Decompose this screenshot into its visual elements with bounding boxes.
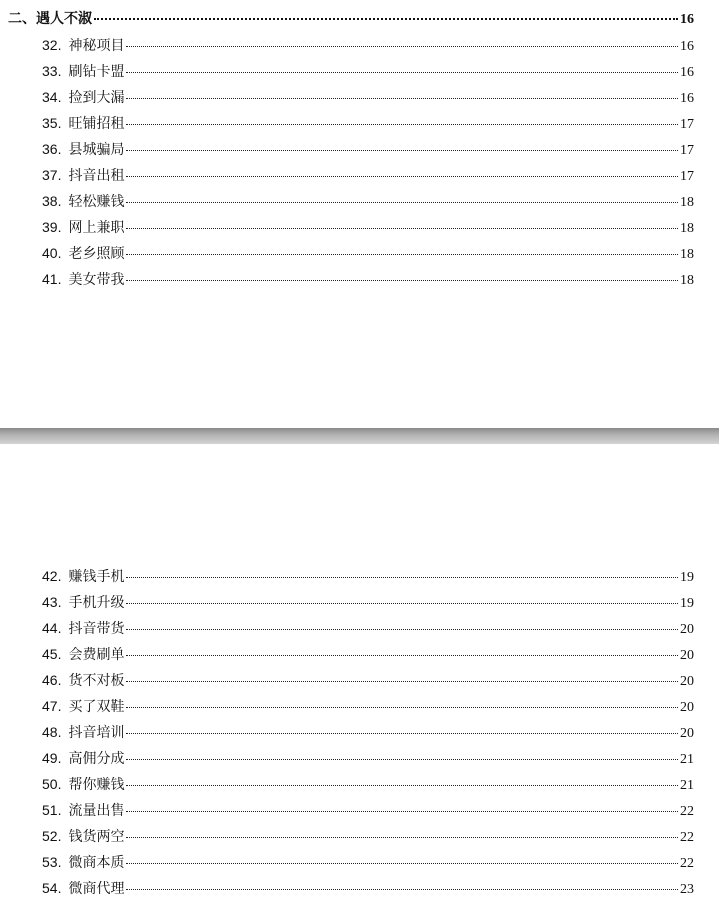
- toc-entry-title: 会费刷单: [68, 647, 125, 663]
- toc-entry[interactable]: [42, 191, 694, 211]
- toc-entry[interactable]: [42, 113, 694, 133]
- toc-entry-number: 47.: [42, 698, 62, 714]
- toc-entry-title: 美女带我: [68, 272, 125, 288]
- toc-leader-dots: [126, 577, 678, 578]
- toc-entry-title: 轻松赚钱: [68, 194, 125, 210]
- toc-entry-page: 23: [680, 882, 694, 897]
- toc-leader-dots: [126, 603, 678, 604]
- toc-leader-dots: [126, 98, 678, 99]
- toc-entry[interactable]: [42, 826, 694, 846]
- toc-entry-page: 17: [680, 117, 694, 132]
- toc-entry[interactable]: [42, 618, 694, 638]
- toc-entry-page: 22: [680, 830, 694, 845]
- toc-entry-number: 32.: [42, 37, 62, 53]
- toc-entry-page: 22: [680, 804, 694, 819]
- toc-entry-number: 45.: [42, 646, 62, 662]
- toc-entry-page: 20: [680, 700, 694, 715]
- toc-entry-title: 货不对板: [68, 673, 125, 689]
- toc-entry-page: 16: [680, 65, 694, 80]
- toc-entry-title: 县城骗局: [68, 142, 125, 158]
- toc-entry[interactable]: [42, 217, 694, 237]
- toc-entry[interactable]: [42, 165, 694, 185]
- toc-entry[interactable]: [42, 878, 694, 898]
- toc-heading-page: 16: [680, 12, 694, 27]
- toc-leader-dots: [126, 889, 678, 890]
- toc-entry[interactable]: [42, 592, 694, 612]
- toc-entry-page: 19: [680, 596, 694, 611]
- toc-entry-page: 17: [680, 143, 694, 158]
- toc-leader-dots: [126, 176, 678, 177]
- toc-leader-dots: [126, 228, 678, 229]
- toc-entry[interactable]: [42, 696, 694, 716]
- toc-entry-title: 钱货两空: [68, 829, 125, 845]
- toc-leader-dots: [126, 150, 678, 151]
- toc-entry[interactable]: [42, 243, 694, 263]
- toc-entry-title: 抖音培训: [68, 725, 125, 741]
- toc-entry-title: 老乡照顾: [68, 246, 125, 262]
- toc-page-bottom: [0, 444, 719, 900]
- toc-leader-dots: [126, 46, 678, 47]
- toc-heading-label: 二、遇人不淑: [8, 10, 92, 26]
- toc-page-top: [0, 0, 719, 428]
- toc-entry-page: 21: [680, 778, 694, 793]
- toc-entry-title: 旺铺招租: [68, 116, 125, 132]
- toc-leader-dots: [126, 202, 678, 203]
- toc-entry-title: 微商本质: [68, 855, 125, 871]
- toc-entry-number: 39.: [42, 219, 62, 235]
- toc-entry-page: 20: [680, 648, 694, 663]
- toc-entry-number: 49.: [42, 750, 62, 766]
- toc-entry-number: 33.: [42, 63, 62, 79]
- toc-leader-dots: [126, 837, 678, 838]
- toc-entry-page: 20: [680, 726, 694, 741]
- toc-entry-number: 46.: [42, 672, 62, 688]
- toc-entry-number: 43.: [42, 594, 62, 610]
- toc-entry-number: 37.: [42, 167, 62, 183]
- toc-entry[interactable]: [42, 800, 694, 820]
- toc-leader-dots: [126, 707, 678, 708]
- toc-entry-title: 抖音带货: [68, 621, 125, 637]
- toc-entry-page: 22: [680, 856, 694, 871]
- toc-leader-dots: [126, 811, 678, 812]
- toc-heading[interactable]: [8, 8, 694, 28]
- toc-entry-number: 40.: [42, 245, 62, 261]
- toc-leader-dots: [94, 18, 678, 20]
- toc-entry-page: 18: [680, 247, 694, 262]
- toc-entry-number: 38.: [42, 193, 62, 209]
- toc-entry-number: 44.: [42, 620, 62, 636]
- toc-entry-page: 20: [680, 674, 694, 689]
- toc-entry-number: 48.: [42, 724, 62, 740]
- toc-entry[interactable]: [42, 644, 694, 664]
- toc-entry[interactable]: [42, 852, 694, 872]
- toc-entry-title: 网上兼职: [68, 220, 125, 236]
- toc-entry-title: 神秘项目: [68, 38, 125, 54]
- toc-entry[interactable]: [42, 139, 694, 159]
- toc-entry[interactable]: [42, 566, 694, 586]
- toc-leader-dots: [126, 759, 678, 760]
- toc-entry-number: 51.: [42, 802, 62, 818]
- toc-leader-dots: [126, 785, 678, 786]
- toc-entry-title: 手机升级: [68, 595, 125, 611]
- toc-entry-page: 18: [680, 195, 694, 210]
- toc-entry[interactable]: [42, 748, 694, 768]
- toc-leader-dots: [126, 72, 678, 73]
- toc-entry[interactable]: [42, 722, 694, 742]
- toc-entry-title: 捡到大漏: [68, 90, 125, 106]
- toc-entry[interactable]: [42, 670, 694, 690]
- toc-entry-title: 赚钱手机: [68, 569, 125, 585]
- toc-entry-title: 抖音出租: [68, 168, 125, 184]
- toc-entry-number: 53.: [42, 854, 62, 870]
- toc-entry-page: 16: [680, 91, 694, 106]
- toc-entry-number: 34.: [42, 89, 62, 105]
- toc-entry-title: 买了双鞋: [68, 699, 125, 715]
- toc-entry-number: 41.: [42, 271, 62, 287]
- toc-leader-dots: [126, 681, 678, 682]
- toc-entry-number: 35.: [42, 115, 62, 131]
- toc-leader-dots: [126, 733, 678, 734]
- toc-entry-title: 高佣分成: [68, 751, 125, 767]
- toc-entry-page: 19: [680, 570, 694, 585]
- toc-entry[interactable]: [42, 35, 694, 55]
- toc-entry-number: 52.: [42, 828, 62, 844]
- toc-entry-page: 18: [680, 273, 694, 288]
- toc-entry-number: 50.: [42, 776, 62, 792]
- toc-entry-title: 微商代理: [68, 881, 125, 897]
- toc-entry[interactable]: [42, 87, 694, 107]
- toc-entry-page: 16: [680, 39, 694, 54]
- toc-entry-page: 18: [680, 221, 694, 236]
- toc-entry-title: 刷钻卡盟: [68, 64, 125, 80]
- toc-entry-page: 20: [680, 622, 694, 637]
- toc-entry[interactable]: [42, 269, 694, 289]
- toc-leader-dots: [126, 863, 678, 864]
- toc-entry-number: 42.: [42, 568, 62, 584]
- toc-leader-dots: [126, 629, 678, 630]
- page-separator: [0, 428, 719, 444]
- toc-entry-title: 流量出售: [68, 803, 125, 819]
- toc-entry[interactable]: [42, 61, 694, 81]
- toc-entry-page: 17: [680, 169, 694, 184]
- toc-leader-dots: [126, 124, 678, 125]
- toc-entry[interactable]: [42, 774, 694, 794]
- toc-entry-title: 帮你赚钱: [68, 777, 125, 793]
- toc-entry-number: 54.: [42, 880, 62, 896]
- toc-leader-dots: [126, 655, 678, 656]
- toc-leader-dots: [126, 280, 678, 281]
- toc-entry-number: 36.: [42, 141, 62, 157]
- toc-entry-page: 21: [680, 752, 694, 767]
- toc-leader-dots: [126, 254, 678, 255]
